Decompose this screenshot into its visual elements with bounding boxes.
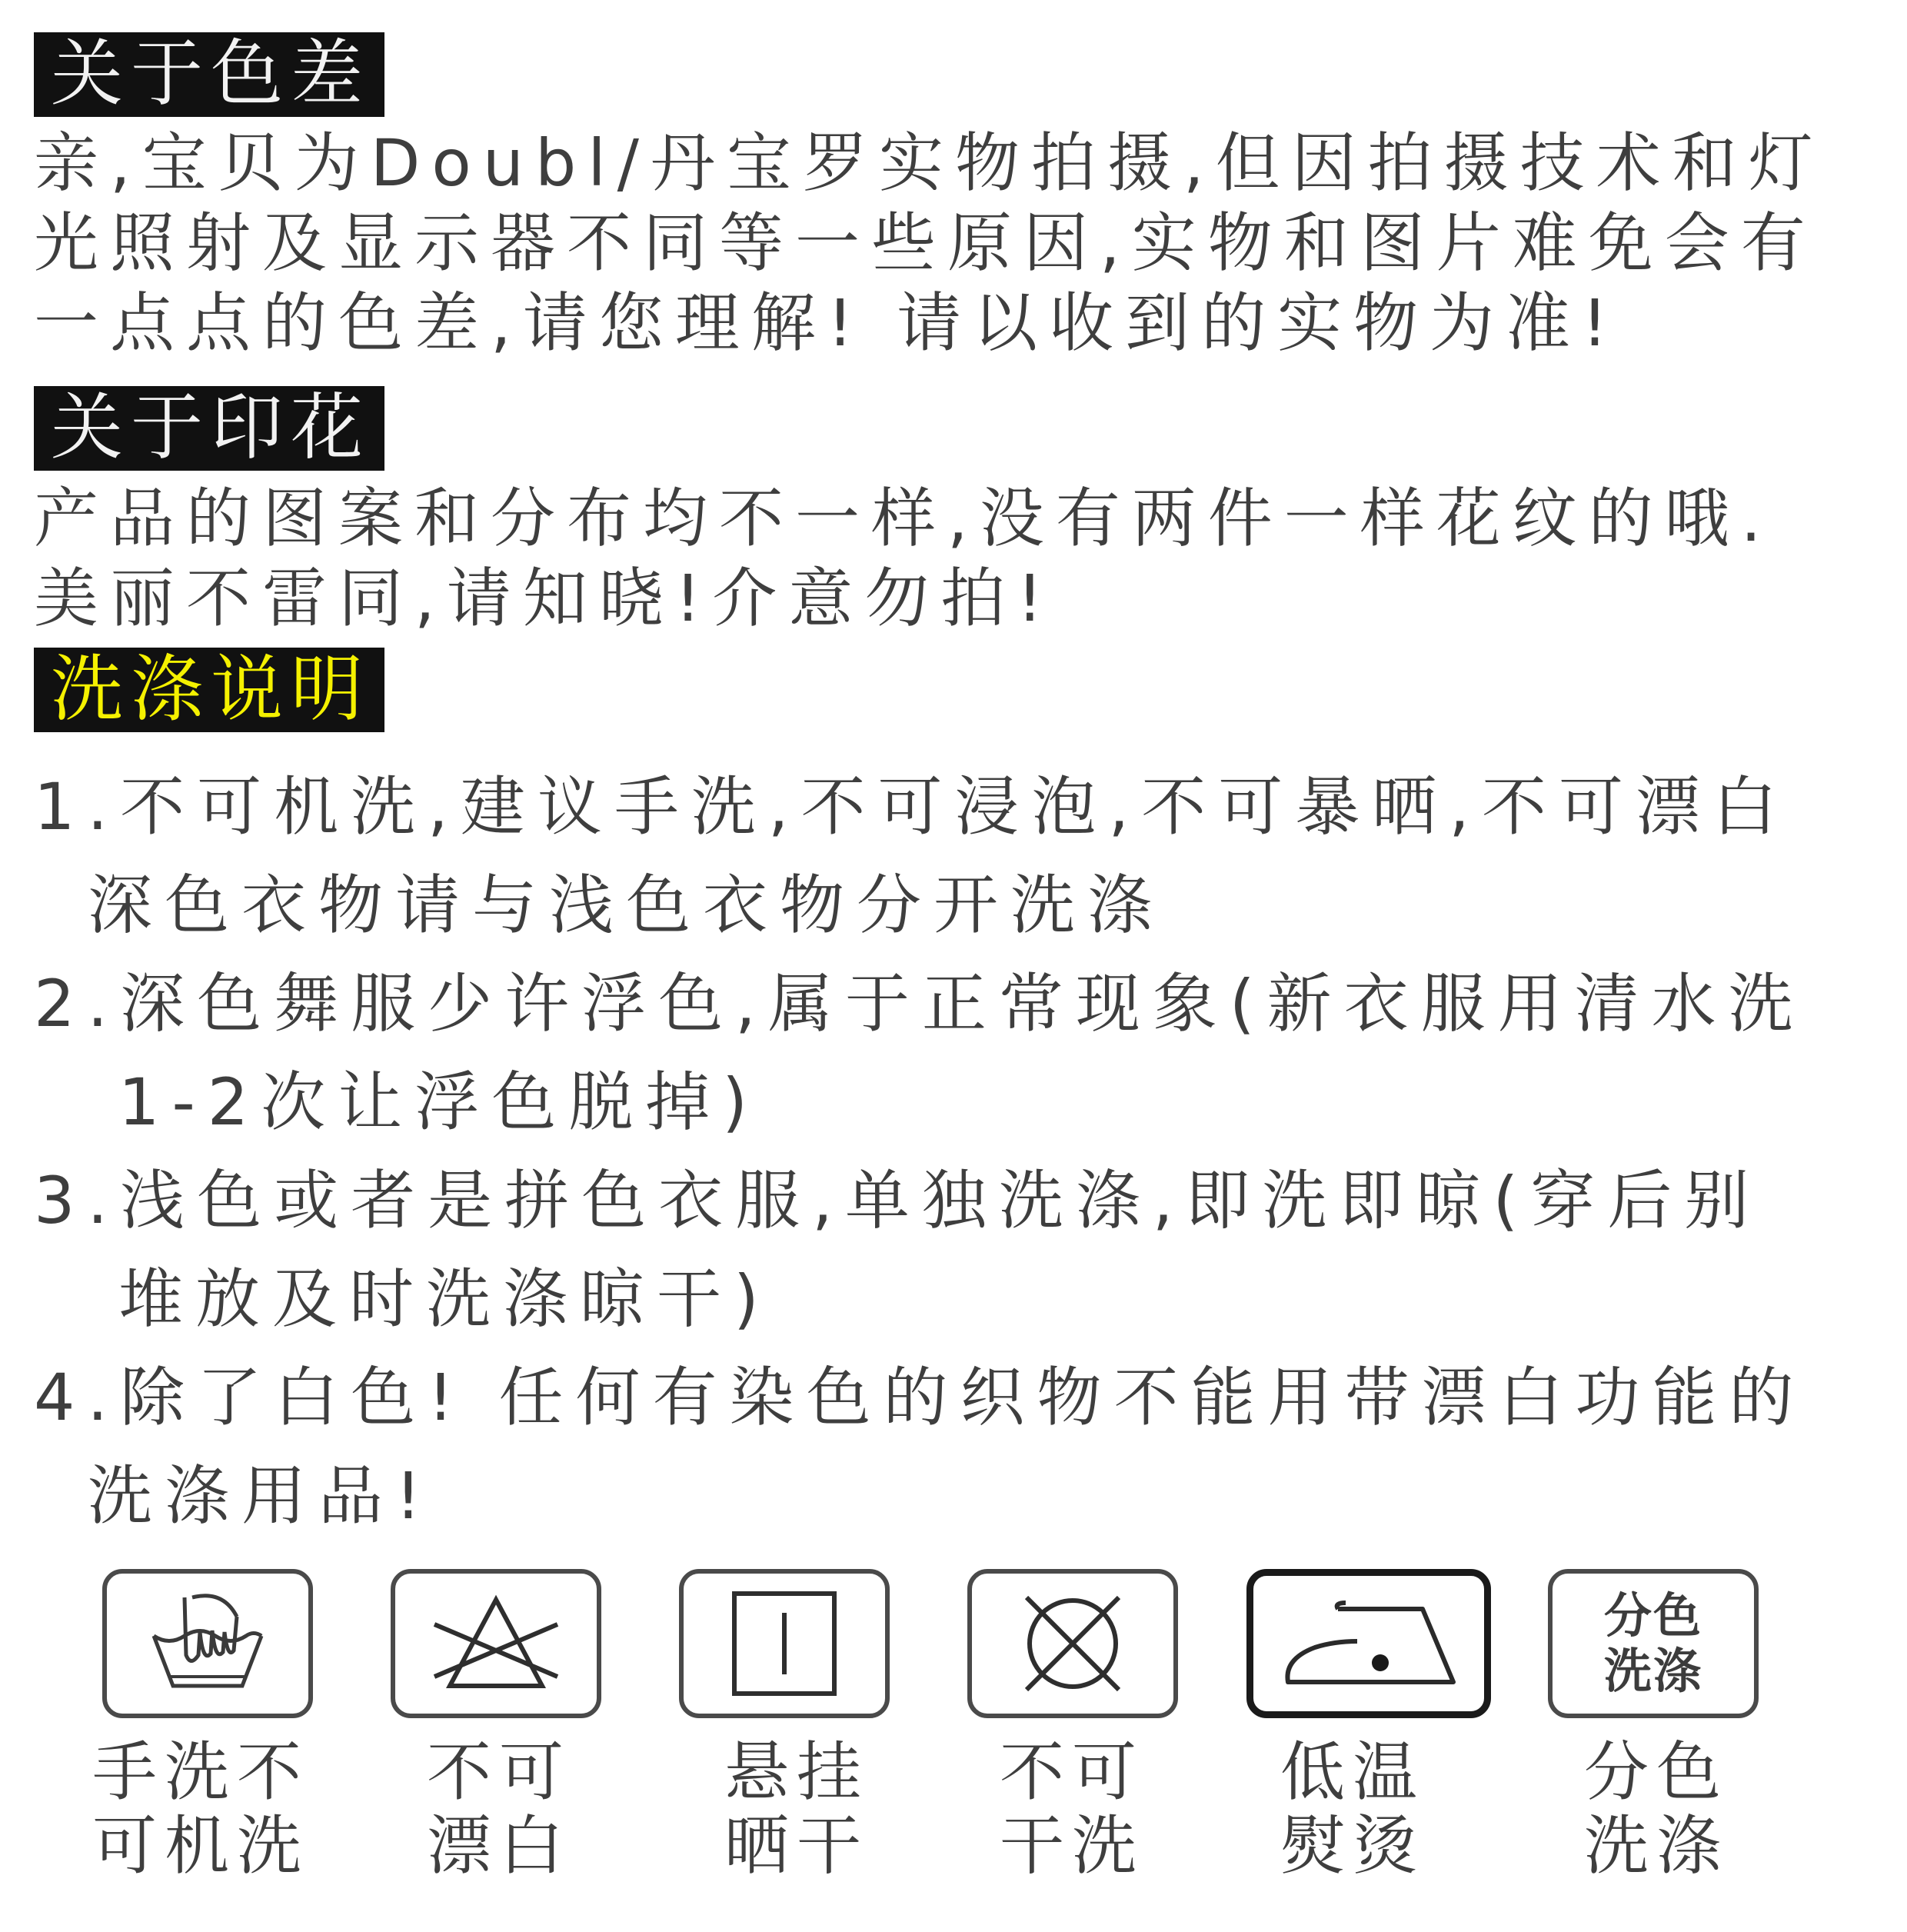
color-difference-text	[34, 123, 1879, 363]
washing-instruction-line: 3.浅色或者是拼色衣服,单独洗涤,即洗即晾(穿后别	[34, 1163, 1762, 1238]
care-item-no-dry-clean	[957, 1569, 1188, 1883]
care-item-no-bleach	[381, 1569, 611, 1883]
color-difference-line: 一点点的色差,请您理解! 请以收到的实物为准!	[34, 285, 1619, 361]
print-line: 产品的图案和分布均不一样,没有两件一样花纹的哦.	[34, 481, 1773, 556]
low-temp-iron-caption: 低温 熨烫	[1280, 1734, 1426, 1884]
no-dry-clean-caption: 不可 干洗	[1000, 1734, 1145, 1884]
low-temp-iron-icon	[1246, 1569, 1491, 1718]
washing-instruction-line: 1-2次让浮色脱掉)	[118, 1064, 760, 1140]
washing-instruction-item	[34, 954, 1895, 1151]
washing-instruction-item	[34, 1151, 1895, 1348]
no-bleach-caption: 不可 漂白	[427, 1734, 572, 1884]
print-line: 美丽不雷同,请知晓!介意勿拍!	[34, 561, 1055, 636]
washing-instruction-line: 4.除了白色! 任何有染色的织物不能用带漂白功能的	[34, 1360, 1806, 1435]
washing-instruction-line: 深色衣物请与浅色衣物分开洗涤	[88, 868, 1165, 943]
washing-instruction-item	[34, 1348, 1895, 1545]
separate-wash-icon	[1548, 1569, 1759, 1718]
hang-dry-icon	[679, 1569, 890, 1718]
section-title-washing: 洗涤说明	[34, 648, 384, 732]
print-text	[34, 478, 1879, 638]
washing-instructions-list	[34, 758, 1895, 1545]
hang-dry-caption: 悬挂 晒干	[724, 1734, 870, 1884]
care-item-low-temp-iron	[1238, 1569, 1499, 1883]
washing-instruction-line: 2.深色舞服少许浮色,属于正常现象(新衣服用清水洗	[34, 966, 1805, 1041]
hand-wash-icon	[102, 1569, 313, 1718]
washing-instruction-item	[34, 758, 1895, 954]
care-icons-row	[92, 1569, 1861, 1915]
separate-wash-box-text: 分色洗涤	[1603, 1587, 1702, 1699]
hand-wash-caption: 手洗不 可机洗	[92, 1734, 310, 1884]
washing-instruction-line: 堆放及时洗涤晾干)	[118, 1261, 771, 1337]
section-title-print: 关于印花	[34, 386, 384, 471]
care-item-hang-dry	[669, 1569, 900, 1883]
washing-instruction-line: 1.不可机洗,建议手洗,不可浸泡,不可暴晒,不可漂白	[34, 769, 1789, 844]
no-bleach-icon	[391, 1569, 601, 1718]
washing-instruction-line: 洗涤用品!	[88, 1458, 434, 1534]
care-item-separate-wash	[1538, 1569, 1769, 1883]
separate-wash-caption: 分色 洗涤	[1584, 1734, 1729, 1884]
section-title-color-difference: 关于色差	[34, 32, 384, 117]
color-difference-line: 亲,宝贝为Doubl/丹宝罗实物拍摄,但因拍摄技术和灯	[34, 125, 1825, 201]
no-dry-clean-icon	[967, 1569, 1178, 1718]
care-item-hand-wash	[92, 1569, 323, 1883]
color-difference-line: 光照射及显示器不同等一些原因,实物和图片难免会有	[34, 205, 1817, 281]
